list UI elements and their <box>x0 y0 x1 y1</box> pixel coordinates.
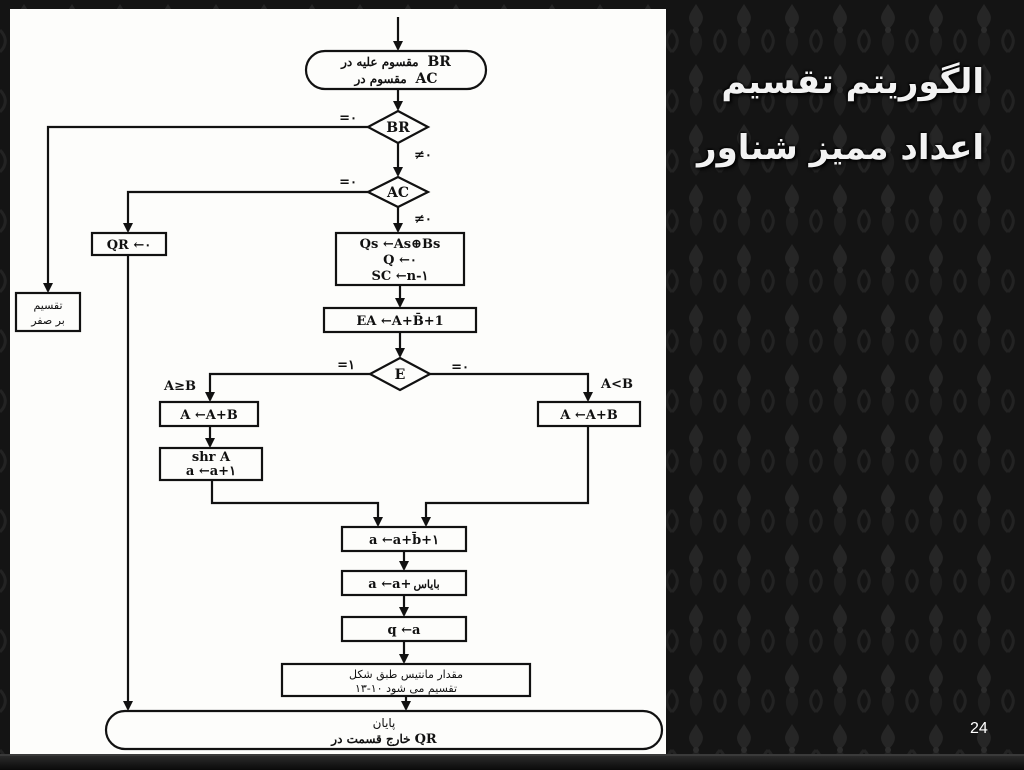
slide-number: 24 <box>970 720 988 737</box>
svg-text:q ←a: q ←a <box>387 623 421 638</box>
division-flowchart <box>10 9 666 754</box>
branch-right-condition: A<B <box>601 377 633 392</box>
mantissa-box <box>282 664 530 696</box>
init-box <box>336 233 464 285</box>
ac-neq-label: ≠۰ <box>414 212 432 227</box>
branch-left-condition: A≥B <box>164 379 196 394</box>
svg-text:پایان: پایان <box>372 716 396 730</box>
exponent-subtract-box <box>342 527 466 551</box>
ea-box <box>324 308 476 332</box>
start-terminal <box>306 51 486 89</box>
br-eq-label: =۰ <box>339 111 357 126</box>
slide-title-line-2: اعداد ممیز شناور <box>697 128 984 168</box>
svg-text:SC ←n-۱: SC ←n-۱ <box>371 269 429 284</box>
start-line-1: مقسوم علیه در BR <box>341 54 451 70</box>
svg-text:QR ←۰: QR ←۰ <box>106 238 152 253</box>
end-terminal <box>106 711 662 749</box>
svg-text:shr A: shr A <box>191 450 231 465</box>
svg-text:EA ←A+B̄+1: EA ←A+B̄+1 <box>356 314 444 329</box>
ac-decision <box>368 177 428 207</box>
svg-text:تقسیم: تقسیم <box>33 299 63 312</box>
svg-text:a ←a+بایاس: a ←a+ بایاس <box>368 577 440 592</box>
ac-eq-label: =۰ <box>339 175 357 190</box>
svg-text:Q ←۰: Q ←۰ <box>383 253 417 268</box>
e-right-label: =۰ <box>451 360 469 375</box>
right-add-box <box>538 402 640 426</box>
svg-text:A ←A+B: A ←A+B <box>180 408 238 423</box>
start-line-2: مقسوم در AC <box>354 71 438 87</box>
e-decision <box>370 358 430 390</box>
svg-text:A ←A+B: A ←A+B <box>560 408 618 423</box>
qr-zero-box <box>92 233 166 255</box>
svg-text:مقدار مانتیس طبق شکل: مقدار مانتیس طبق شکل <box>349 668 463 681</box>
slide-title-line-1: الگوریتم تقسیم <box>721 62 984 102</box>
svg-text:بر صفر: بر صفر <box>31 314 65 327</box>
left-add-box <box>160 402 258 426</box>
br-neq-label: ≠۰ <box>414 148 432 163</box>
e-left-label: =۱ <box>337 358 355 373</box>
svg-text:خارج قسمت درQR: خارج قسمت در QR <box>331 732 437 747</box>
svg-text:Qs ←As⊕Bs: Qs ←As⊕Bs <box>359 237 441 252</box>
svg-text:۱۳-۱۰ تقسیم می شود: ۱۳-۱۰ تقسیم می شود <box>354 682 458 695</box>
svg-text:a ←a+۱: a ←a+۱ <box>185 464 237 479</box>
q-assign-box <box>342 617 466 641</box>
br-decision <box>368 111 428 143</box>
svg-text:BR: BR <box>386 120 410 136</box>
svg-text:AC: AC <box>386 185 410 201</box>
shr-box <box>160 448 262 480</box>
flowchart-panel <box>10 9 666 754</box>
svg-text:E: E <box>394 367 406 383</box>
bias-box <box>342 571 466 595</box>
divide-by-zero-box <box>16 293 80 331</box>
svg-text:a ←a+b̄+۱: a ←a+b̄+۱ <box>368 533 440 548</box>
